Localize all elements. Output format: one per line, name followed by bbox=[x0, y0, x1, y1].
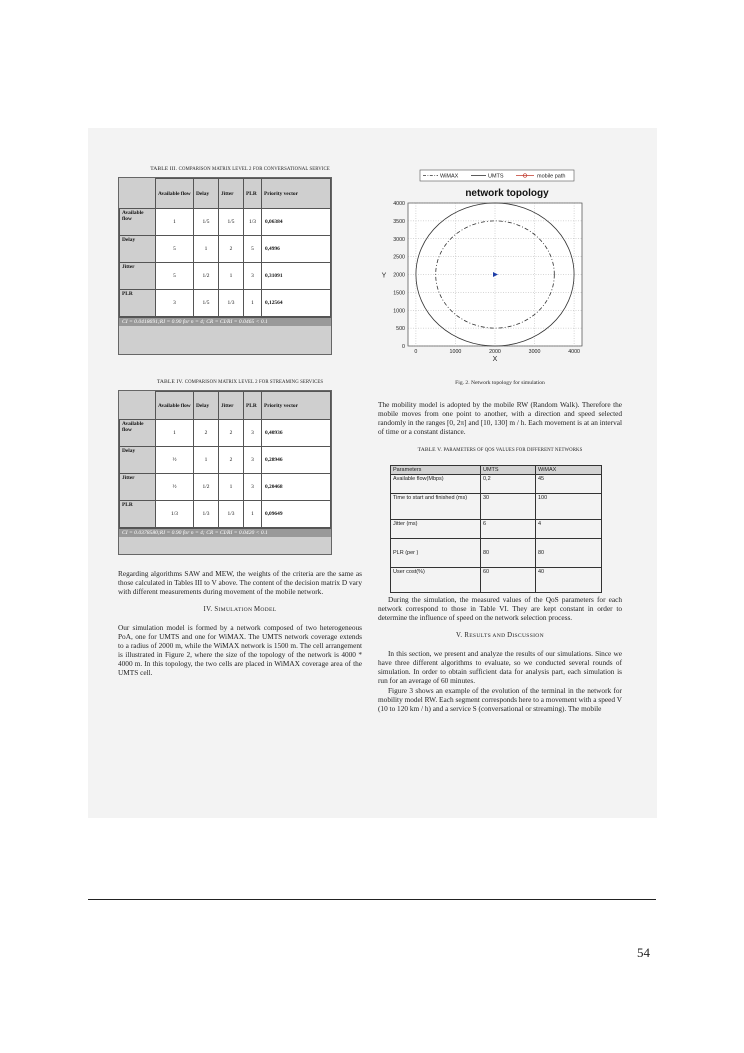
right-paragraph-1: The mobility model is adopted by the mobile RW (Random Walk). Therefore the mobile moves from one point to another, with a direction and speed selected randomly in the ranges [0, 2π] and [10, 130] m / h. Each movement is at an interval of time or a constant distance. bbox=[378, 400, 622, 436]
x-tick-label: 1000 bbox=[449, 349, 462, 355]
table-row: PLR (per ) 80 80 bbox=[391, 539, 602, 568]
right-paragraph-3: In this section, we present and analyze the results of our simulations. Since we have three different algorithms to evaluate, so we conducted several rounds of simulation. In order to obtain sufficient data for analysis part, each simulation is run for an average of 60 minutes. bbox=[378, 649, 622, 685]
y-tick-label: 500 bbox=[396, 326, 405, 333]
section-4-heading: IV. SIMULATION MODEL bbox=[203, 606, 277, 613]
table5 bbox=[378, 465, 622, 593]
table-row: User cost(%) 60 40 bbox=[391, 568, 602, 593]
section-5-heading: V. RESULTS AND DISCUSSION bbox=[456, 632, 544, 639]
table-row: Available flow 1 2 2 3 0,40936 bbox=[120, 420, 331, 447]
table-row: PLR 1/3 1/3 1/3 1 0,09649 bbox=[120, 501, 331, 528]
table4-consistency-line: CI = 0.0378580;RI = 0.90 for n = 4; CR = CI/RI = 0.0420 < 0.1 bbox=[119, 528, 331, 537]
right-column bbox=[378, 166, 622, 713]
left-paragraph-2: Our simulation model is formed by a network composed of two heterogeneous PoA, one for UMTS and one for WiMAX. The UMTS network coverage extends to a radius of 2000 m, while the WiMAX network is 1500 m. The cell arrangement is illustrated in Figure 2, where the size of the topology of the network is 4000 * 4000 m. In this topology, the two cells are placed in WiMAX coverage area of the UMTS cell. bbox=[118, 623, 362, 677]
y-tick-label: 1500 bbox=[393, 290, 405, 297]
legend-umts-label: UMTS bbox=[488, 173, 504, 180]
y-tick-label: 4000 bbox=[393, 201, 405, 207]
y-tick-label: 2000 bbox=[393, 272, 405, 279]
table-row: Jitter 5 1/2 1 3 0,31091 bbox=[120, 263, 331, 290]
plot-area bbox=[382, 201, 582, 363]
y-tick-label: 1000 bbox=[393, 308, 405, 315]
y-tick-label: 3500 bbox=[393, 218, 405, 225]
x-tick-label: 0 bbox=[414, 349, 418, 355]
table3-caption: TABLE III. COMPARISON MATRIX LEVEL 2 FOR CONVERSATIONAL SERVICE bbox=[150, 166, 330, 172]
table3-consistency-line: CI = 0.0418691;RI = 0.90 for n = 4; CR = CI/RI = 0.0465 < 0.1 bbox=[119, 317, 331, 326]
left-paragraph-1: Regarding algorithms SAW and MEW, the weights of the criteria are the same as those calculated in Tables III to V above. The content of the decision matrix D vary with different measurements during movement of the mobile network. bbox=[118, 569, 362, 596]
table-row: Delay ½ 1 2 3 0,28946 bbox=[120, 447, 331, 474]
legend-wimax-label: WiMAX bbox=[440, 173, 459, 180]
footer-rule bbox=[88, 899, 656, 900]
table4: Available flow Delay Jitter PLR Priority vector Available flow 1 2 2 3 0,40936 Delay ½ 1 2 3 0,28946 Jitter ½ 1/2 1 3 0,20468 PLR 1/3 1/3 1/3 1 0,09649 CI = 0.0378580;RI = 0.90 for n = 4; CR = CI/RI = 0.0420 < 0.1 bbox=[118, 390, 332, 555]
right-paragraph-4: Figure 3 shows an example of the evolution of the terminal in the network for mobility model RW. Each segment corresponds here to a movement with a speed V (10 to 120 km / h) and a service S (conversational or streaming). The mobile bbox=[378, 686, 622, 713]
table-row: Jitter ½ 1/2 1 3 0,20468 bbox=[120, 474, 331, 501]
network-topology-chart bbox=[378, 166, 622, 376]
x-tick-label: 4000 bbox=[568, 349, 580, 355]
left-column bbox=[118, 166, 362, 677]
figure-2 bbox=[378, 166, 622, 376]
page-number: 54 bbox=[637, 945, 650, 960]
table3: Available flow Delay Jitter PLR Priority vector Available flow 1 1/5 1/5 1/3 0,06384 Delay 5 1 2 5 0,4996 Jitter 5 1/2 1 3 0,31091 PLR 3 1/5 1/3 1 0,12564 CI = 0.0418691;RI = 0.90 for n = 4; CR = CI/RI = 0.0465 < 0.1 bbox=[118, 177, 332, 355]
y-tick-label: 2500 bbox=[393, 254, 405, 261]
table-row: Time to start and finished (ms) 30 100 bbox=[391, 494, 602, 520]
chart-title: network topology bbox=[465, 188, 549, 199]
right-paragraph-2: During the simulation, the measured values of the QoS parameters for each network correspond to those in Table VI. They are kept constant in order to determine the influence of speed on the network selection process. bbox=[378, 595, 622, 622]
table4-caption: TABLE IV. COMPARISON MATRIX LEVEL 2 FOR STREAMING SERVICES bbox=[156, 379, 324, 385]
figure-2-caption: Fig. 2. Network topology for simulation bbox=[455, 380, 545, 386]
legend-mobile-path-label: mobile path bbox=[537, 173, 566, 180]
table-row: Available flow 1 1/5 1/5 1/3 0,06384 bbox=[120, 209, 331, 236]
table-header-row: Parameters UMTS WiMAX bbox=[391, 466, 602, 475]
table-row: Delay 5 1 2 5 0,4996 bbox=[120, 236, 331, 263]
table-row: PLR 3 1/5 1/3 1 0,12564 bbox=[120, 290, 331, 317]
y-axis-label: Y bbox=[381, 272, 387, 280]
x-tick-label: 2000 bbox=[489, 349, 501, 355]
table-row: Available flow(Mbps) 0,2 45 bbox=[391, 475, 602, 494]
table5-caption: TABLE V. PARAMETERS OF QOS VALUES FOR DIFFERENT NETWORKS bbox=[417, 447, 583, 453]
table-row: Jitter (ms) 6 4 bbox=[391, 520, 602, 539]
x-tick-label: 3000 bbox=[528, 349, 541, 355]
x-axis-label: X bbox=[492, 356, 498, 363]
y-tick-label: 0 bbox=[402, 344, 405, 350]
y-tick-label: 3000 bbox=[393, 236, 405, 243]
